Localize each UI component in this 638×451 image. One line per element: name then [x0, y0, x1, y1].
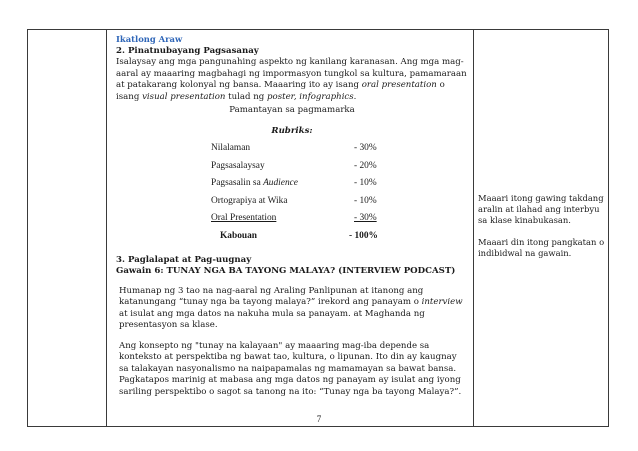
day-label: Ikatlong Araw: [116, 34, 183, 44]
section2-heading: 2. Pinatnubayang Pagsasanay: [116, 45, 259, 56]
notes-column: [478, 193, 606, 259]
rubric-row: Ortograpiya at Wika - 10%: [211, 195, 377, 206]
task-paragraph-1: Humanap ng 3 tao na nag-aaral ng Araling Panlipunan at itanong ang katanungang “tunay nga ba tayong malaya?” irekord ang panayam o interview at isulat ang mga datos na nakuha mula sa panayam. at Maghanda ng presentasyon sa klase.: [119, 285, 463, 331]
rubric-total-row: Kabouan - 100%: [220, 230, 378, 241]
rubric-row: Pagsasalaysay - 20%: [211, 160, 377, 171]
rubric-row: Oral Presentation - 30%: [211, 213, 377, 224]
column-divider-left: [106, 30, 107, 426]
rubric-title: Rubriks:: [271, 125, 313, 136]
page-number: 7: [316, 414, 322, 424]
task-paragraph-2: Ang konsepto ng "tunay na kalayaan" ay maaaring mag-iba depende sa konteksto at perspektiba ng bawat tao, kultura, o lipunan. Ito din ay kaugnay sa talakayan nasyonalismo na naipapamalas ng mamamayan sa bawat bansa. Pagkatapos marinig at mabasa ang mga datos ng panayam ay isulat ang iyong sariling perspektibo o sagot sa tanong na ito: “Tunay nga ba tayong Malaya?”.: [119, 340, 462, 397]
section3-heading: 3. Paglalapat at Pag-uugnay: [116, 254, 252, 265]
rubric-row: Pagsasalin sa Audience - 10%: [211, 178, 377, 189]
lesson-table: [27, 29, 609, 427]
note-homework: Maaari itong gawing takdang aralin at ilahad ang interbyu sa klase kinabukasan.: [478, 193, 604, 225]
task-title: Gawain 6: TUNAY NGA BA TAYONG MALAYA? (INTERVIEW PODCAST): [116, 266, 456, 277]
criteria-label: Pamantayan sa pagmamarka: [229, 105, 355, 115]
rubric-row: Nilalaman - 30%: [211, 143, 377, 153]
note-grouping: Maaari din itong pangkatan o indibidwal na gawain.: [478, 237, 605, 258]
section2-instructions: Isalaysay ang mga pangunahing aspekto ng kanilang karanasan. Ang mga mag-aaral ay maaaring magbahagi ng impormasyon tungkol sa kultura, pamamaraan at patakarang kolonyal ng bansa. Maaaring ito ay isang oral presentation o isang visual presentation tulad ng poster, infographics.: [116, 57, 467, 102]
activity-column: [116, 34, 468, 398]
column-divider-right: [473, 30, 474, 426]
